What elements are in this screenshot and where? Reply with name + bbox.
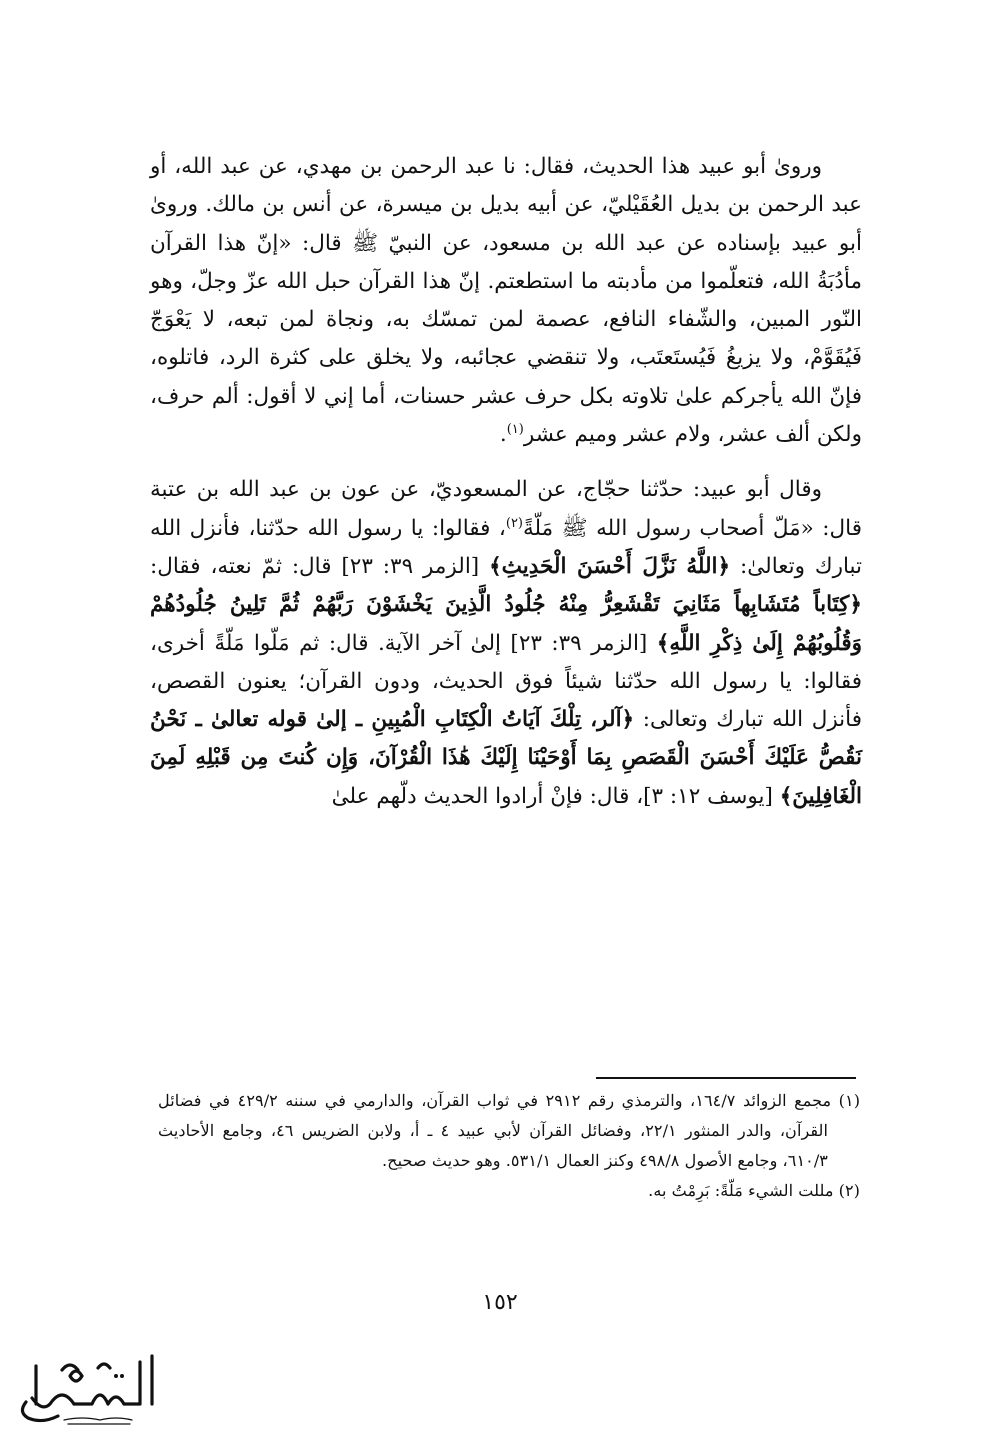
footnote-marker: (١) [506, 421, 524, 437]
footnote-item: (١) مجمع الزوائد ١٦٤/٧، والترمذي رقم ٢٩١٢ في ثواب القرآن، والدارمي في سننه ٤٢٩/٢ في فضائل القرآن، والدر المنثور ٢٢/١، وفضائل القرآن لأبي عبيد ٤ ـ أ، ولابن الضريس ٤٦، وجامع الأحاديث ٦١٠/٣، وجامع الأصول ٤٩٨/٨ وكنز العمال ٥٣١/١. وهو حديث صحيح. [158, 1091, 861, 1170]
footnote-marker: (٢) [505, 515, 523, 531]
paragraph [150, 471, 862, 816]
footnote-item: (٢) مللت الشيء مَلّةً: بَرِمْتُ به. [648, 1181, 860, 1200]
text-segment: ، فقالوا: يا رسول الله حدّثنا، فأنزل الله تبارك وتعالىٰ: [150, 515, 863, 579]
quran-verse: ﴿كِتَاباً مُتَشَابِهاً مَثَانِيَ تَقْشَعِرُّ مِنْهُ جُلُودُ الَّذِينَ يَخْشَوْنَ رَبَّهُمْ ثُمَّ تَلِينُ جُلُودُهُمْ وَقُلُوبُهُمْ إِلَىٰ ذِكْرِ اللَّهِ﴾ [150, 592, 863, 656]
quran-verse: ﴿اللَّهُ نَزَّلَ أَحْسَنَ الْحَدِيثِ﴾ [489, 553, 731, 579]
text-segment: [الزمر ٣٩: ٢٣] قال: ثمّ نعته، فقال: [150, 553, 490, 579]
text-segment: [يوسف ١٢: ٣]، قال: فإنْ أرادوا الحديث دلّهم علىٰ [331, 783, 780, 809]
text-segment: [الزمر ٣٩: ٢٣] إلىٰ آخر الآية. قال: ثم مَلّوا مَلّةً أخرى، فقالوا: يا رسول الله حدّثنا شيئاً فوق الحديث، ودون القرآن؛ يعنون القصص، فأنزل الله تبارك وتعالى: [150, 630, 862, 733]
text-segment: . [499, 422, 507, 448]
text-segment: وروىٰ أبو عبيد هذا الحديث، فقال: نا عبد الرحمن بن مهدي، عن عبد الله، أو عبد الرحمن بن بديل العُقَيْليّ، عن أبيه بديل بن ميسرة، عن أنس بن مالك. وروىٰ أبو عبيد بإسناده عن عبد الله بن مسعود، عن النبيّ ﷺ قال: «إنّ هذا القرآن مأدُبَةُ الله، فتعلّموا من مأدبته ما استطعتم. إنّ هذا القرآن حبل الله عزّ وجلّ، وهو النّور المبين، والشّفاء النافع، عصمة لمن تمسّك به، ونجاة لمن تبعه، لا يَعْوَجّ فَيُقَوَّمْ، ولا يزيغُ فَيُستَعتَب، ولا تنقضي عجائبه، ولا يخلق على كثرة الرد، فاتلوه، فإنّ الله يأجركم علىٰ تلاوته بكل حرف عشر حسنات، أما إني لا أقول: ألم حرف، ولكن ألف عشر، ولام عشر وميم عشر [150, 154, 862, 448]
paragraph [150, 148, 862, 454]
main-text [150, 148, 862, 816]
calligraphy-seal-icon [12, 1346, 162, 1426]
footnote-divider [596, 1077, 856, 1079]
page-number: ١٥٢ [482, 1290, 518, 1315]
quran-verse: ﴿آلر، تِلْكَ آيَاتُ الْكِتَابِ الْمُبِينِ ـ إلىٰ قوله تعالىٰ ـ نَحْنُ نَقُصُّ عَلَيْكَ أَحْسَنَ الْقَصَصِ بِمَا أَوْحَيْنَا إِلَيْكَ هَٰذَا الْقُرْآنَ، وَإِن كُنتَ مِن قَبْلِهِ لَمِنَ الْغَافِلِينَ﴾ [150, 707, 862, 809]
text-segment: وقال أبو عبيد: حدّثنا حجّاج، عن المسعوديّ، عن عون بن عبد الله بن عتبة قال: «مَلّ أصحاب رسول الله ﷺ مَلّةً [150, 477, 862, 541]
footnotes [158, 1086, 860, 1206]
